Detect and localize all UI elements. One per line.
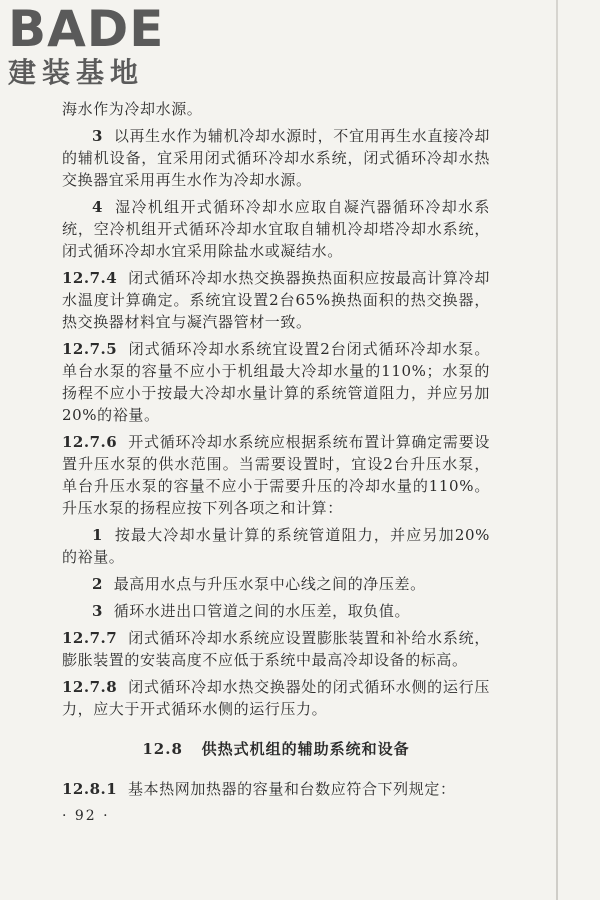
section-number: 12.8	[142, 740, 183, 758]
paragraph-text: 闭式循环冷却水系统应设置膨胀装置和补给水系统，膨胀装置的安装高度不应低于系统中最高冷却设备的标高。	[62, 629, 490, 669]
section-title-text: 供热式机组的辅助系统和设备	[201, 740, 410, 758]
item-number: 1	[92, 526, 103, 544]
clause-12-7-4	[62, 267, 490, 333]
clause-number: 12.7.5	[62, 340, 118, 358]
clause-number: 12.7.8	[62, 678, 118, 696]
clause-number: 12.7.4	[62, 269, 118, 287]
logo-text-en: BADE	[8, 0, 165, 58]
bade-logo	[8, 2, 178, 94]
page-edge-divider	[556, 0, 558, 900]
paragraph-text: 循环水进出口管道之间的水压差，取负值。	[113, 602, 411, 620]
paragraph-text: 湿冷机组开式循环冷却水应取自凝汽器循环冷却水系统，空冷机组开式循环冷却水宜取自辅机冷却塔冷却水系统，闭式循环冷却水宜采用除盐水或凝结水。	[62, 198, 490, 260]
paragraph-text: 以再生水作为辅机冷却水源时，不宜用再生水直接冷却的辅机设备，宜采用闭式循环冷却水系统，闭式循环冷却水热交换器宜采用再生水作为冷却水源。	[62, 127, 490, 189]
paragraph-text: 最高用水点与升压水泵中心线之间的净压差。	[113, 575, 426, 593]
list-item-3b	[62, 600, 490, 622]
paragraph-continuation	[62, 98, 490, 120]
paragraph-text: 闭式循环冷却水热交换器换热面积应按最高计算冷却水温度计算确定。系统宜设置2台65%换热面积的热交换器，热交换器材料宜与凝汽器管材一致。	[62, 269, 490, 331]
section-heading	[62, 738, 490, 760]
clause-12-8-1	[62, 778, 490, 800]
page-number: · 92 ·	[62, 808, 110, 824]
item-number: 4	[92, 198, 103, 216]
clause-number: 12.7.7	[62, 629, 118, 647]
clause-12-7-6	[62, 431, 490, 519]
logo-text-cn: 建装基地	[8, 56, 145, 89]
clause-number: 12.7.6	[62, 433, 118, 451]
paragraph-text: 闭式循环冷却水热交换器处的闭式循环水侧的运行压力，应大于开式循环水侧的运行压力。	[62, 678, 490, 718]
paragraph-text: 基本热网加热器的容量和台数应符合下列规定：	[127, 780, 456, 798]
paragraph-text: 开式循环冷却水系统应根据系统布置计算确定需要设置升压水泵的供水范围。当需要设置时，宜设2台升压水泵，单台升压水泵的容量不应小于需要升压的冷却水量的110%。升压水泵的扬程应按下列各项之和计算：	[62, 433, 490, 517]
clause-12-7-5	[62, 338, 490, 426]
clause-number: 12.8.1	[62, 780, 118, 798]
list-item-4	[62, 196, 490, 262]
paragraph-text: 海水作为冷却水源。	[62, 100, 203, 118]
clause-12-7-7	[62, 627, 490, 671]
clause-12-7-8	[62, 676, 490, 720]
list-item-1	[62, 524, 490, 568]
item-number: 2	[92, 575, 103, 593]
list-item-3	[62, 125, 490, 191]
item-number: 3	[92, 127, 103, 145]
paragraph-text: 闭式循环冷却水系统宜设置2台闭式循环冷却水泵。单台水泵的容量不应小于机组最大冷却水量的110%；水泵的扬程不应小于按最大冷却水量计算的系统管道阻力，并应另加20%的裕量。	[62, 340, 490, 424]
paragraph-text: 按最大冷却水量计算的系统管道阻力，并应另加20%的裕量。	[62, 526, 490, 566]
list-item-2	[62, 573, 490, 595]
document-body	[62, 98, 490, 827]
item-number: 3	[92, 602, 103, 620]
